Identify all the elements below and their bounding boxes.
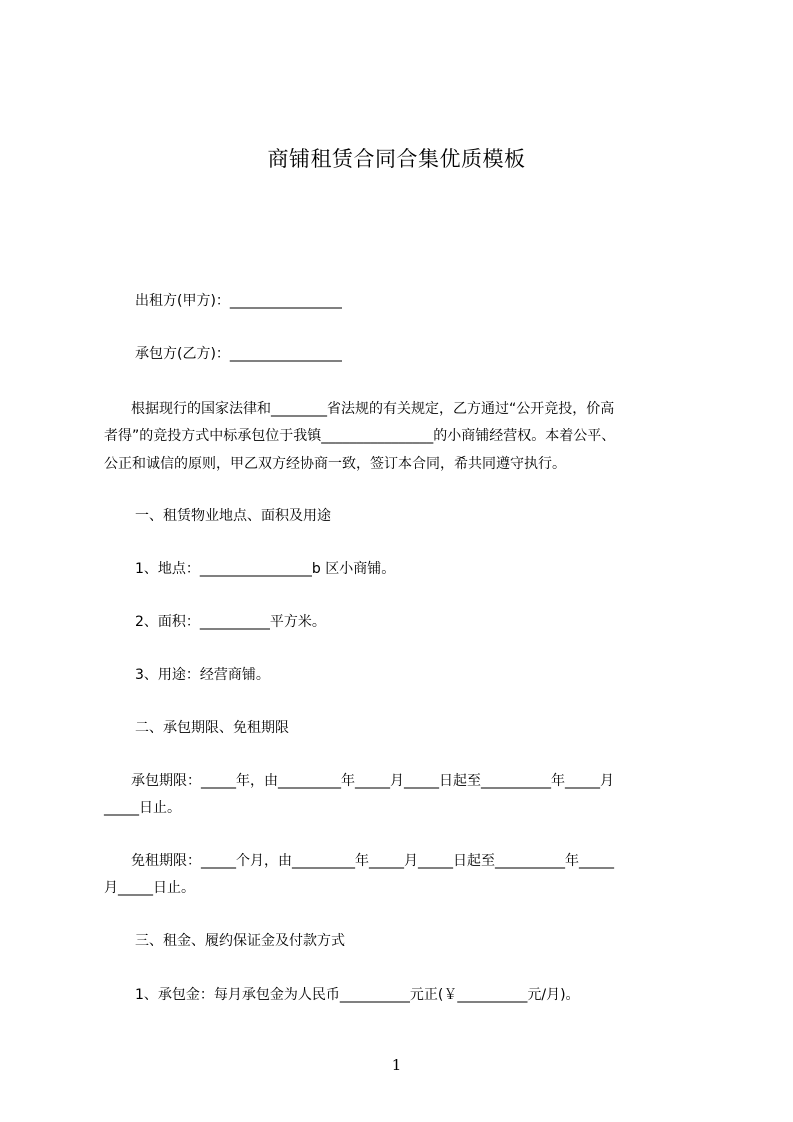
- item-rent: 1、承包金：每月承包金为人民币__________元正(￥__________元/月)。: [135, 987, 580, 1003]
- free-period-line-2: 月_____日止。: [104, 880, 195, 896]
- item-area: 2、面积：__________平方米。: [135, 614, 326, 630]
- intro-line-3: 公正和诚信的原则，甲乙双方经协商一致，签订本合同，希共同遵守执行。: [104, 456, 566, 472]
- free-period-line-1: 免租期限：_____个月，由_________年_____月_____日起至__________年_____: [131, 853, 614, 869]
- section-heading-3: 三、租金、履约保证金及付款方式: [135, 933, 345, 949]
- item-location: 1、地点：________________b 区小商铺。: [135, 561, 396, 577]
- intro-line-2: 者得”的竞投方式中标承包位于我镇________________的小商铺经营权。本着公平、: [104, 428, 616, 444]
- page-number: 1: [391, 1056, 402, 1074]
- section-heading-1: 一、租赁物业地点、面积及用途: [135, 508, 331, 524]
- lessee-line: 承包方(乙方)：________________: [135, 346, 342, 362]
- intro-line-1: 根据现行的国家法律和________省法规的有关规定，乙方通过“公开竞投，价高: [131, 401, 615, 417]
- lessor-line: 出租方(甲方)：________________: [135, 293, 342, 309]
- section-heading-2: 二、承包期限、免租期限: [135, 720, 289, 736]
- item-usage: 3、用途：经营商铺。: [135, 667, 270, 683]
- term-line-2: _____日止。: [104, 800, 181, 816]
- term-line-1: 承包期限：_____年，由_________年_____月_____日起至__________年_____月: [131, 773, 614, 789]
- document-title: 商铺租赁合同合集优质模板: [267, 147, 526, 171]
